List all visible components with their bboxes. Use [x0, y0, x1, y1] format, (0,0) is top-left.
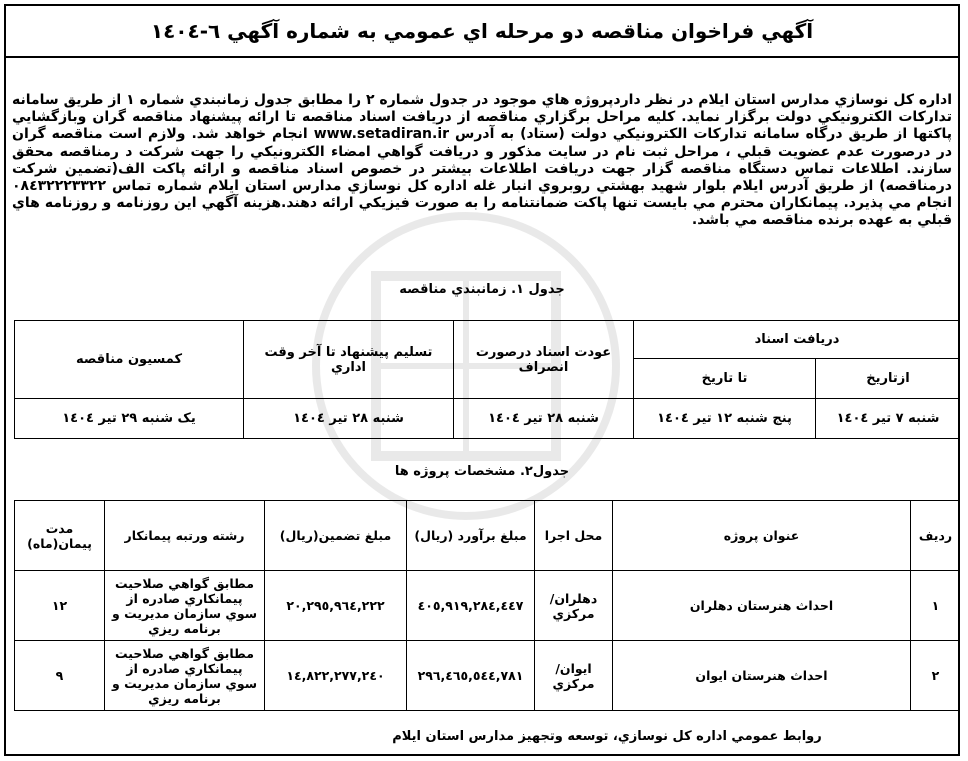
- header-guarantee: مبلغ تضمين(ريال): [265, 501, 407, 571]
- table-row: [15, 641, 961, 711]
- header-place: محل اجرا: [535, 501, 613, 571]
- project-grade: مطابق گواهي صلاحيت پيمانكاري صادره از سوي سازمان مديريت و برنامه ريزي: [105, 571, 265, 641]
- project-title: احداث هنرستان دهلران: [613, 571, 911, 641]
- row-number: ٢: [911, 641, 961, 711]
- header-grade: رشته ورتبه پيمانكار: [105, 501, 265, 571]
- return-date: شنبه ٢٨ تير ١٤٠٤: [454, 399, 634, 439]
- header-submit: تسليم پيشنهاد تا آخر وقت اداري: [244, 321, 454, 399]
- header-estimate: مبلغ برآورد (ريال): [407, 501, 535, 571]
- project-grade: مطابق گواهي صلاحيت پيمانكاري صادره از سوي سازمان مديريت و برنامه ريزي: [105, 641, 265, 711]
- project-duration: ٩: [15, 641, 105, 711]
- header-to-date: تا تاريخ: [634, 359, 816, 399]
- submit-date: شنبه ٢٨ تير ١٤٠٤: [244, 399, 454, 439]
- project-place: ايوان/مركزي: [535, 641, 613, 711]
- footer-signature: روابط عمومي اداره كل نوسازي، توسعه وتجهيز مدارس استان ايلام: [392, 729, 822, 744]
- schedule-table: [14, 320, 960, 439]
- page-title: آگهي فراخوان مناقصه دو مرحله اي عمومي به شماره آگهي ٦-١٤٠٤: [150, 19, 814, 43]
- schedule-table-caption: جدول ١. زمانبندي مناقصه: [399, 282, 565, 297]
- project-estimate: ٤٠٥,٩١٩,٢٨٤,٤٤٧: [407, 571, 535, 641]
- project-duration: ١٢: [15, 571, 105, 641]
- project-guarantee: ٢٠,٢٩٥,٩٦٤,٢٢٢: [265, 571, 407, 641]
- header-return-docs: عودت اسناد درصورت انصراف: [454, 321, 634, 399]
- projects-table: [14, 500, 960, 711]
- row-number: ١: [911, 571, 961, 641]
- header-from-date: ازتاريخ: [816, 359, 960, 399]
- projects-table-caption: جدول٢. مشخصات پروژه ها: [394, 464, 570, 479]
- from-date: شنبه ٧ تير ١٤٠٤: [816, 399, 960, 439]
- table-row: [15, 571, 961, 641]
- intro-paragraph: اداره كل نوسازي مدارس استان ايلام در نظر داردپروژه هاي موجود در جدول شماره ٢ را مطابق جدول زمانبندي شماره ١ از طريق سامانه تداركات الكترونيكي دولت برگزار نمايد. كليه مراحل برگزاري مناقصه از دريافت اسناد مناقصه تا ارائه پيشنهاد مناقصه گران وبازگشايي پاكتها از طريق درگاه سامانه تداركات الكترونيكي دولت (ستاد) به آدرس www.setadiran.ir انجام خواهد شد. ولازم است مناقصه گران در درصورت عدم عضويت قبلي ، مراحل ثبت نام در سايت مذكور و دريافت گواهي امضاء الكترونيكي را جهت شركت د رمناقصه محقق سازند. اطلاعات تماس دستگاه مناقصه گزار جهت دريافت اطلاعات بيشتر در خصوص اسناد مناقصه و ارائه پاكت الف(تضمين شركت درمناقصه) از طريق آدرس ايلام بلوار شهيد بهشتي روبروي انبار غله اداره كل نوسازي مدارس استان ايلام شماره تماس ٠٨٤٣٢٢٢٣٣٢٢ انجام مي پذيرد. پيمانكاران محترم مي بايست تنها پاكت ضمانتنامه را به صورت فيزيكي ارائه دهند.هزينه آگهي اين روزنامه و روزنامه هاي قبلي به عهده برنده مناقصه مي باشد.: [12, 92, 953, 229]
- header-receive-docs: دريافت اسناد: [634, 321, 961, 359]
- title-bar: [6, 6, 958, 58]
- commission-date: يک شنبه ٢٩ تير ١٤٠٤: [15, 399, 244, 439]
- project-guarantee: ١٤,٨٢٢,٢٧٧,٢٤٠: [265, 641, 407, 711]
- header-row-number: رديف: [911, 501, 961, 571]
- to-date: پنج شنبه ١٢ تير ١٤٠٤: [634, 399, 816, 439]
- project-title: احداث هنرستان ايوان: [613, 641, 911, 711]
- project-estimate: ٢٩٦,٤٦٥,٥٤٤,٧٨١: [407, 641, 535, 711]
- notice-frame: [4, 4, 960, 756]
- header-commission: كمسيون مناقصه: [15, 321, 244, 399]
- header-project-title: عنوان پروژه: [613, 501, 911, 571]
- project-place: دهلران/مركزي: [535, 571, 613, 641]
- header-duration: مدت پيمان(ماه): [15, 501, 105, 571]
